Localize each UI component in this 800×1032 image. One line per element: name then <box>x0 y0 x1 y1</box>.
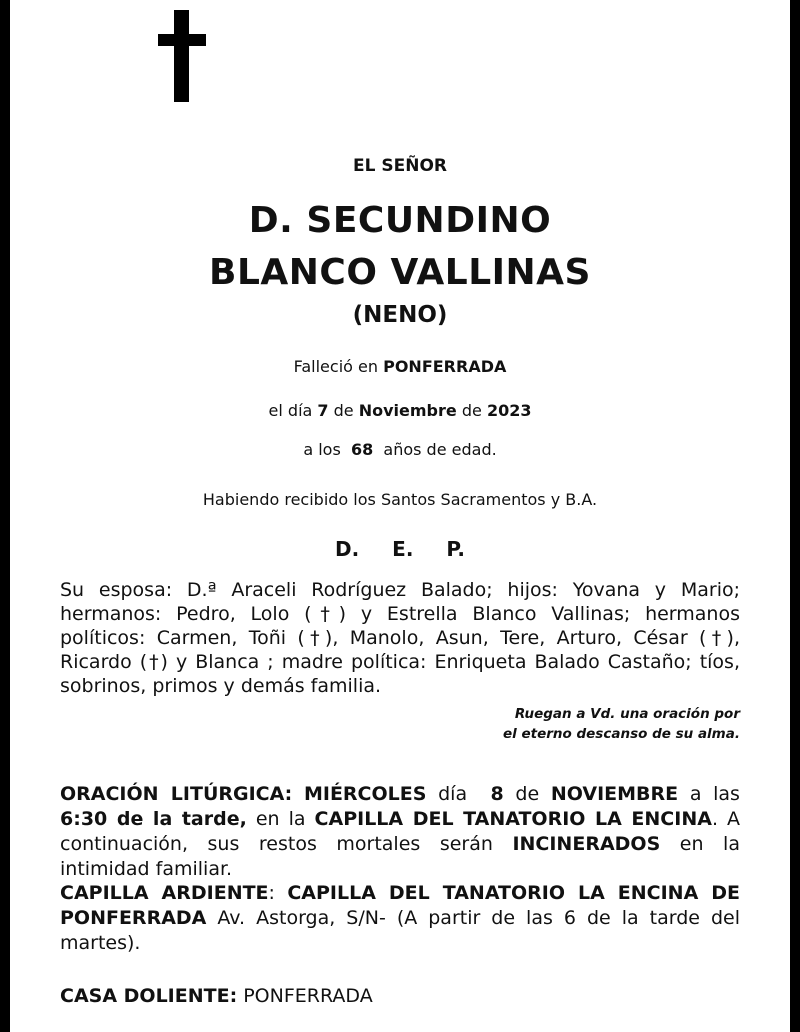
funeral-chapel-paragraph: CAPILLA ARDIENTE: CAPILLA DEL TANATORIO LA ENCINA DE PONFERRADA Av. Astorga, S/N- (A partir de las 6 de la tarde del martes). <box>60 882 741 954</box>
death-place: PONFERRADA <box>383 357 507 376</box>
death-year: 2023 <box>486 401 532 420</box>
cross-icon <box>158 10 206 102</box>
sacraments-line: Habiendo recibido los Santos Sacramentos y B.A. <box>202 490 598 509</box>
death-day: 7 <box>317 401 329 420</box>
prayer-request: Ruegan a Vd. una oración por el eterno descanso de su alma. <box>503 706 740 742</box>
age-value: 68 <box>350 440 374 459</box>
deceased-nickname: (NENO) <box>352 302 448 328</box>
family-text: Su esposa: D.ª Araceli Rodríguez Balado; hijos: Yovana y Mario; hermanos: Pedro, Lolo (†) y Estrella Blanco Vallinas; hermanos políticos: Carmen, Toñi (†), Manolo, Asun, Tere, Arturo, César (†), Ricardo (†) y Blanca ; madre política: Enriqueta Balado Castaño; tíos, sobrinos, primos y demás familia. <box>60 579 740 697</box>
liturgical-prayer-paragraph: ORACIÓN LITÚRGICA: MIÉRCOLES día 8 de NOVIEMBRE a las 6:30 de la tarde, en la CAPILLA DEL TANATORIO LA ENCINA. A continuación, sus restos mortales serán INCINERADOS en la intimidad familiar. <box>60 783 740 880</box>
obituary-page <box>10 0 790 1032</box>
deceased-name-line1: D. SECUNDINO <box>248 200 552 241</box>
dep-line: D. E. P. <box>335 537 465 561</box>
death-month: Noviembre <box>358 401 457 420</box>
mourning-house-paragraph: CASA DOLIENTE: PONFERRADA <box>60 985 373 1007</box>
death-date-line: el día 7 de Noviembre de 2023 <box>268 401 532 420</box>
deceased-name-line2: BLANCO VALLINAS <box>209 252 591 293</box>
age-line: a los 68 años de edad. <box>303 440 497 459</box>
death-place-line: Falleció en PONFERRADA <box>293 357 507 376</box>
heading: EL SEÑOR <box>353 156 447 176</box>
